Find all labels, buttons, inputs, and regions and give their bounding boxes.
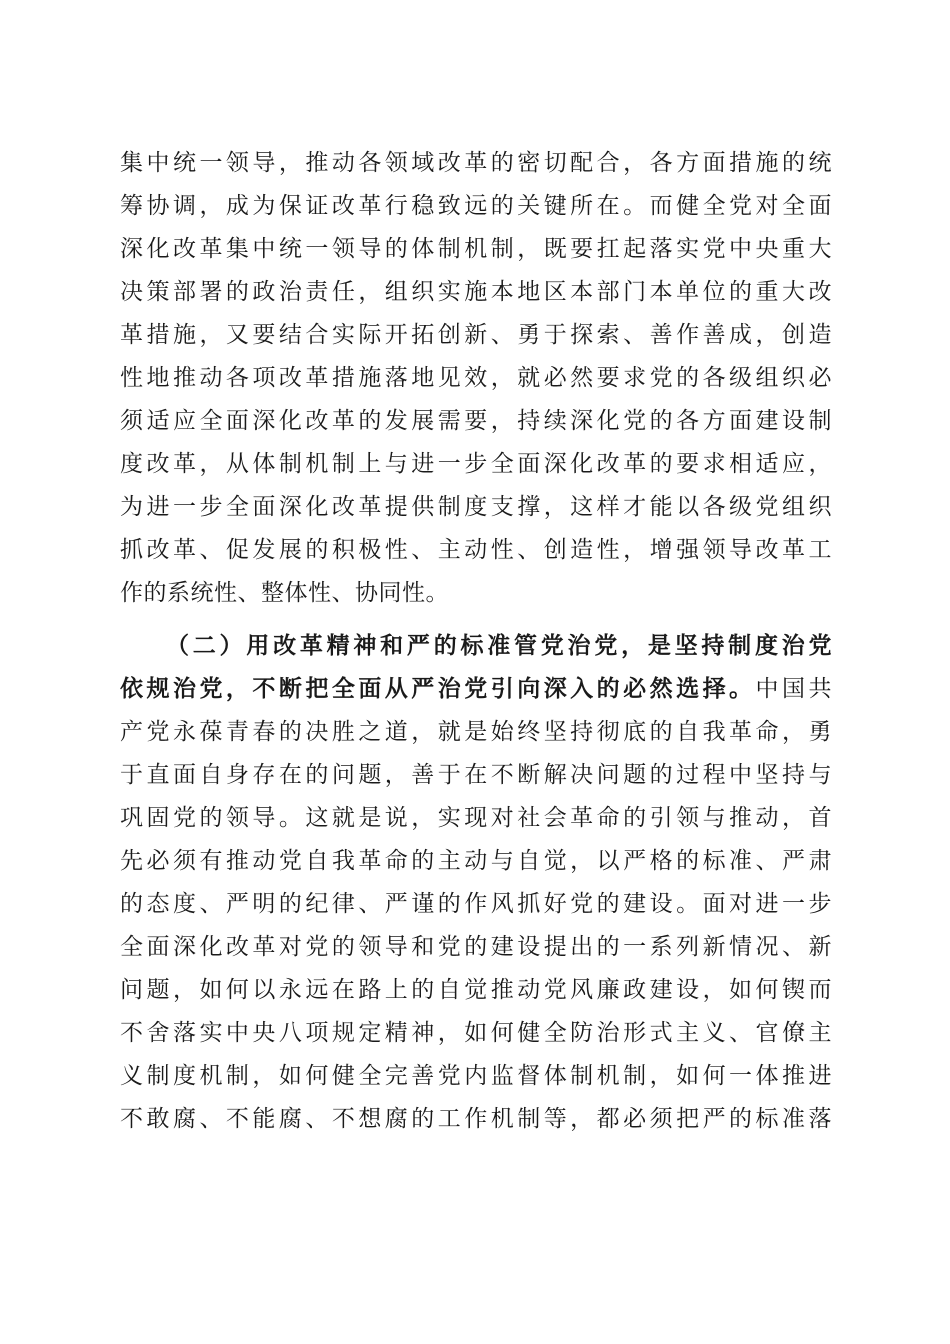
paragraph-1-line: 须适应全面深化改革的发展需要，持续深化党的各方面建设制 — [120, 408, 832, 434]
paragraph-2-line: 不舍落实中央八项规定精神，如何健全防治形式主义、官僚主 — [120, 1020, 832, 1046]
paragraph-2-line: 的态度、严明的纪律、严谨的作风抓好党的建设。面对进一步 — [120, 891, 832, 917]
paragraph-1-line: 革措施，又要结合实际开拓创新、勇于探索、善作善成，创造 — [120, 322, 832, 348]
paragraph-1-line: 度改革，从体制机制上与进一步全面深化改革的要求相适应， — [120, 451, 832, 477]
paragraph-2-line: 产党永葆青春的决胜之道，就是始终坚持彻底的自我革命，勇 — [120, 719, 832, 745]
paragraph-1-line: 为进一步全面深化改革提供制度支撑，这样才能以各级党组织 — [120, 494, 832, 520]
section-heading-tail: 依规治党，不断把全面从严治党引向深入的必然选择。 — [120, 675, 756, 702]
paragraph-1-line: 抓改革、促发展的积极性、主动性、创造性，增强领导改革工 — [120, 537, 832, 563]
paragraph-1-line: 集中统一领导，推动各领域改革的密切配合，各方面措施的统 — [120, 150, 832, 176]
section-heading-continuation — [120, 669, 832, 709]
paragraph-2-line: 不敢腐、不能腐、不想腐的工作机制等，都必须把严的标准落 — [120, 1106, 832, 1132]
paragraph-2-line: 问题，如何以永远在路上的自觉推动党风廉政建设，如何锲而 — [120, 977, 832, 1003]
paragraph-2-line: 义制度机制，如何健全完善党内监督体制机制，如何一体推进 — [120, 1063, 832, 1089]
paragraph-1-line: 决策部署的政治责任，组织实施本地区本部门本单位的重大改 — [120, 279, 832, 305]
paragraph-2-line: 先必须有推动党自我革命的主动与自觉，以严格的标准、严肃 — [120, 848, 832, 874]
section-heading: （二）用改革精神和严的标准管党治党，是坚持制度治党 — [166, 632, 832, 659]
paragraph-1-line: 性地推动各项改革措施落地见效，就必然要求党的各级组织必 — [120, 365, 832, 391]
paragraph-2-line: 巩固党的领导。这就是说，实现对社会革命的引领与推动，首 — [120, 805, 832, 831]
paragraph-2-text-start: 中国共 — [755, 676, 833, 702]
paragraph-1-line: 作的系统性、整体性、协同性。 — [120, 580, 449, 606]
paragraph-2-line: 于直面自身存在的问题，善于在不断解决问题的过程中坚持与 — [120, 762, 832, 788]
paragraph-2-line: 全面深化改革对党的领导和党的建设提出的一系列新情况、新 — [120, 934, 832, 960]
paragraph-1-line: 深化改革集中统一领导的体制机制，既要扛起落实党中央重大 — [120, 236, 832, 262]
paragraph-1-line: 筹协调，成为保证改革行稳致远的关键所在。而健全党对全面 — [120, 193, 832, 219]
